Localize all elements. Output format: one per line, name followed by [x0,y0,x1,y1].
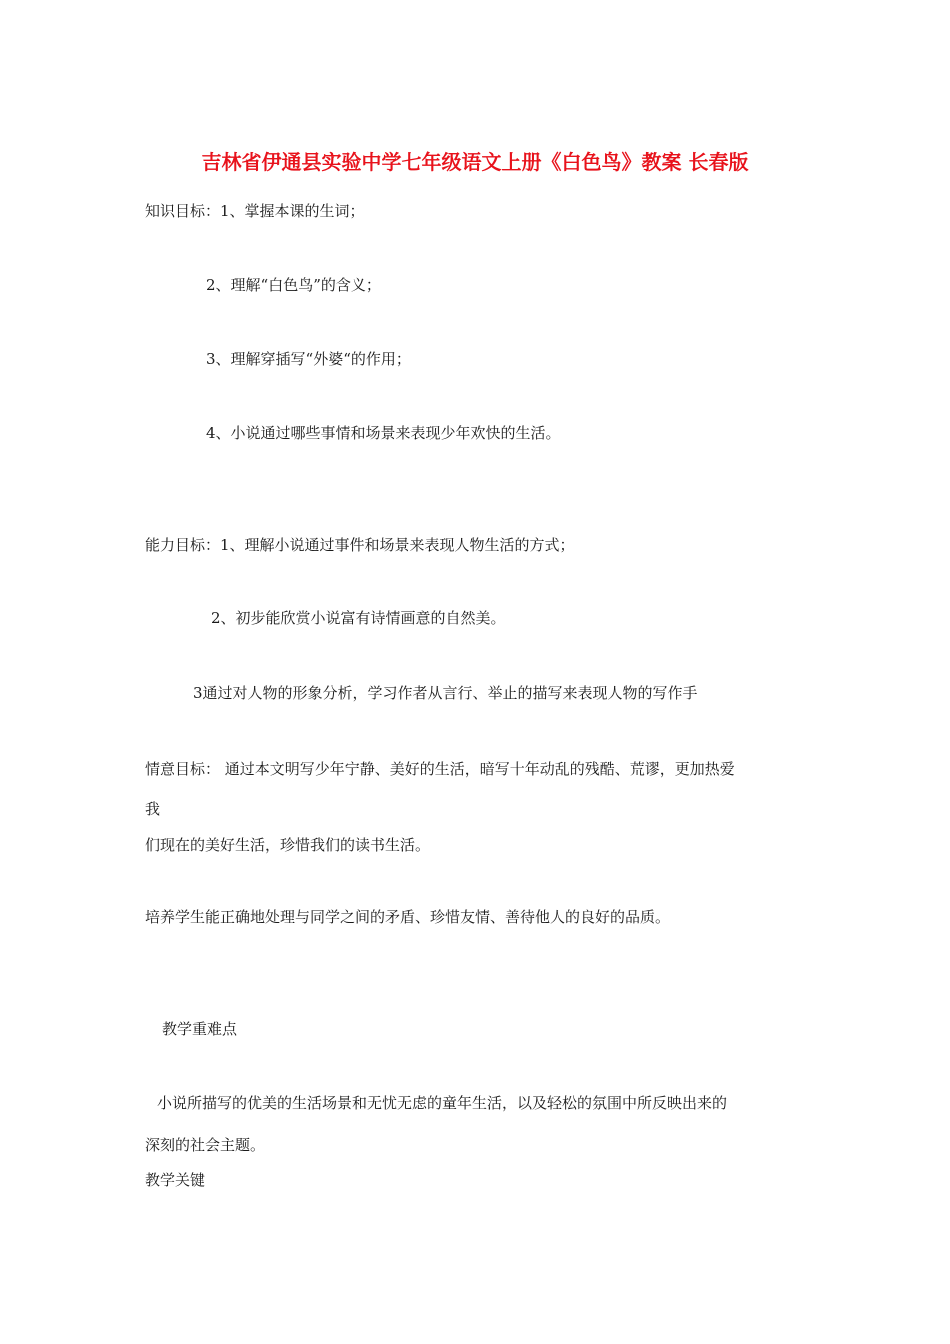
key-points-line-1: 小说所描写的优美的生活场景和无忧无虑的童年生活，以及轻松的氛围中所反映出来的 [157,1094,728,1112]
document-title: 吉林省伊通县实验中学七年级语文上册《白色鸟》教案 长春版 [201,150,749,174]
emotion-goal-line-2: 我 [145,800,161,818]
key-points-line-2: 深刻的社会主题。 [145,1136,266,1154]
teaching-key-heading: 教学关键 [145,1171,206,1189]
emotion-goal-line-1: 情意目标： 通过本文明写少年宁静、美好的生活，暗写十年动乱的残酷、荒谬，更加热爱 [145,760,735,778]
ability-goal-3: 3通过对人物的形象分析，学习作者从言行、举止的描写来表现人物的写作手 [193,684,698,702]
ability-goal-2: 2、初步能欣赏小说富有诗情画意的自然美。 [211,609,506,627]
emotion-goal-line-4: 培养学生能正确地处理与同学之间的矛盾、珍惜友情、善待他人的良好的品质。 [145,908,671,926]
key-points-heading: 教学重难点 [162,1020,238,1038]
knowledge-goal-3: 3、理解穿插写“外婆“的作用； [206,350,411,368]
knowledge-goal-2: 2、理解“白色鸟”的含义； [206,276,381,294]
knowledge-goal-1: 知识目标：1、掌握本课的生词； [145,202,365,220]
emotion-goal-line-3: 们现在的美好生活，珍惜我们的读书生活。 [145,836,431,854]
knowledge-goal-4: 4、小说通过哪些事情和场景来表现少年欢快的生活。 [206,424,561,442]
ability-goal-1: 能力目标：1、理解小说通过事件和场景来表现人物生活的方式； [145,536,575,554]
